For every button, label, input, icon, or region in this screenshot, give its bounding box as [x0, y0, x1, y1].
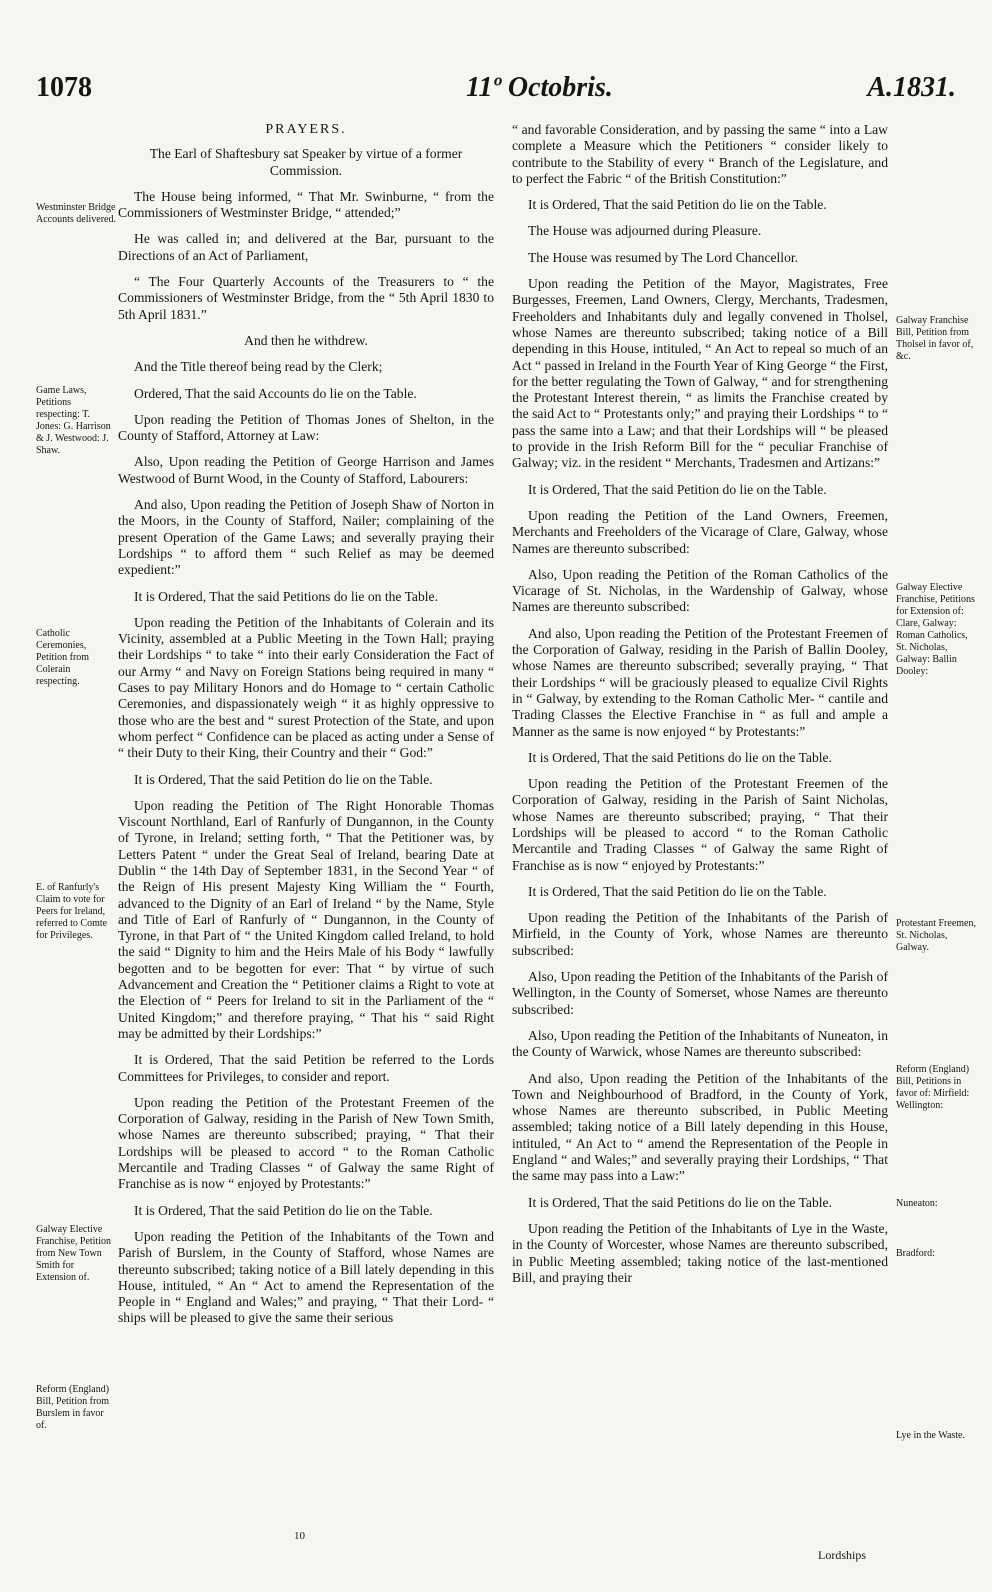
paragraph: The House was resumed by The Lord Chancellor. — [528, 249, 799, 265]
paragraph: And also, Upon reading the Petition of Joseph Shaw of Norton in the Moors, in the County of Stafford, Nailer; complaining of the present Operation of the Game Laws; and severally praying their Lordships “ to afford them “ such Relief as may be deemed expedient:” — [118, 497, 494, 578]
margin-note: Lye in the Waste. — [896, 1430, 965, 1441]
signature-mark: 10 — [294, 1530, 305, 1542]
catchword: Lordships — [818, 1548, 866, 1562]
paragraph: Upon reading the Petition of the Inhabitants of Colerain and its Vicinity, assembled at a Public Meeting in the Town Hall; praying their Lordships “ to take “ into their early Consideration the Fact of our Army “ and Navy on Foreign Stations being required in many “ Cases to pay Military Honors and do Homage to “ certain Catholic Ceremonies, and dispassionately weigh “ it as highly oppressive to those who are the best and “ surest Protection of the State, and upon whom perfect “ Confidence can be placed as acting under a Sense of “ their Duty to their King, their Country and their “ God:” — [118, 614, 494, 761]
paragraph: Upon reading the Petition of The Right Honorable Thomas Viscount Northland, Earl of Ranfurly of Dungannon, in the County of Tyrone, in Ireland; setting forth, “ That the Petitioner was, by Letters Patent “ under the Great Seal of Ireland, bearing Date at Dublin “ the 14th Day of September 1831, in the Second Year “ of the Reign of His present Majesty King William the “ Fourth, advanced to the Dignity of an Earl of Ireland “ by the Name, Style and Title of Earl of Ranfurly of “ Dungannon, in the County of Tyrone, in that Part of “ the United Kingdom called Ireland, to hold the said “ Dignity to him and the Heirs Male of his Body “ lawfully begotten and to be begotten for ever: That “ by virtue of such Advancement and Creation the “ Petitioner claims a Right to vote at the Election of “ Peers for Ireland to sit in the Parliament of the “ United Kingdom;” and therefore praying, “ That his “ said Right may be admitted by their Lordships:” — [118, 797, 494, 1041]
paragraph: And then he withdrew. — [244, 332, 368, 348]
paragraph: And also, Upon reading the Petition of the Protestant Freemen of the Corporation of Galway, residing in the Parish of Ballin Dooley, whose Names are thereunto subscribed; severally praying, “ That their Lordships “ will be graciously pleased to equalize Civil Rights in “ Galway, by extending to the Roman Catholic Mer- “ cantile and Trading Classes the Elective Franchise in “ as full and ample a Manner as the same is now enjoyed “ by Protestants:” — [512, 625, 888, 739]
page-year: A.1831. — [867, 72, 956, 103]
margin-note: Reform (England) Bill, Petitions in favor of: Mirfield: Wellington: — [896, 1064, 970, 1111]
page-date: 11º Octobris. — [466, 72, 613, 103]
paragraph: The Earl of Shaftesbury sat Speaker by virtue of a former Commission. — [149, 146, 463, 178]
paragraph: It is Ordered, That the said Petition do lie on the Table. — [528, 481, 827, 497]
paragraph: It is Ordered, That the said Petition do lie on the Table. — [528, 197, 827, 213]
paragraph: He was called in; and delivered at the Bar, pursuant to the Directions of an Act of Parliament, — [118, 231, 494, 263]
margin-note: Westminster Bridge Accounts delivered. — [36, 202, 116, 225]
page-header — [36, 72, 956, 112]
paragraph: It is Ordered, That the said Petitions do lie on the Table. — [134, 588, 438, 604]
margin-note: Protestant Freemen, St. Nicholas, Galway. — [896, 918, 976, 953]
margin-note: Galway Elective Franchise, Petition from New Town Smith for Extension of. — [36, 1224, 111, 1283]
paragraph: It is Ordered, That the said Petitions do lie on the Table. — [528, 749, 832, 765]
paragraph: Upon reading the Petition of the Inhabitants of Lye in the Waste, in the County of Worcester, whose Names are thereunto subscribed, in Public Meeting assembled; taking notice of the last-mentioned Bill, and praying their — [512, 1220, 888, 1285]
paragraph: Upon reading the Petition of Thomas Jones of Shelton, in the County of Stafford, Attorney at Law: — [118, 411, 494, 444]
margin-note: Catholic Ceremonies, Petition from Colerain respecting. — [36, 628, 90, 687]
paragraph: Upon reading the Petition of the Inhabitants of the Parish of Mirfield, in the County of York, whose Names are thereunto subscribed: — [512, 910, 888, 958]
paragraph: “ and favorable Consideration, and by passing the same “ into a Law complete a Measure which the Petitioners “ consider likely to contribute to the Stability of every “ Branch of the Legislature, and to perfect the Fabric “ of the British Constitution:” — [512, 122, 888, 186]
margin-note: Reform (England) Bill, Petition from Burslem in favor of. — [36, 1384, 110, 1431]
paragraph: It is Ordered, That the said Petitions do lie on the Table. — [528, 1194, 832, 1210]
margin-note: Galway Franchise Bill, Petition from Tholsel in favor of, &c. — [896, 315, 974, 362]
paragraph: It is Ordered, That the said Petition do lie on the Table. — [134, 771, 433, 787]
paragraph: The House was adjourned during Pleasure. — [528, 223, 762, 239]
paragraph: It is Ordered, That the said Petition do lie on the Table. — [134, 1202, 433, 1218]
paragraph: It is Ordered, That the said Petition do lie on the Table. — [528, 883, 827, 899]
paragraph: Also, Upon reading the Petition of the Inhabitants of Nuneaton, in the County of Warwick, whose Names are thereunto subscribed: — [512, 1027, 888, 1060]
margin-note: E. of Ranfurly's Claim to vote for Peers for Ireland, referred to Comte for Privileges. — [36, 882, 108, 941]
section-heading: PRAYERS. — [265, 122, 347, 137]
left-column — [118, 122, 494, 1337]
paragraph: Upon reading the Petition of the Land Owners, Freemen, Merchants and Freeholders of the Vicarage of Clare, Galway, whose Names are thereunto subscribed: — [512, 507, 888, 556]
paragraph: Upon reading the Petition of the Protestant Freemen of the Corporation of Galway, residing in the Parish of Saint Nicholas, whose Names are thereunto subscribed; praying, “ That their Lordships will be pleased to accord “ to the Roman Catholic Mercantile and Trading Classes “ of Galway the same Right of Franchise as is now “ enjoyed by Protestants:” — [512, 776, 888, 873]
paragraph: The House being informed, “ That Mr. Swinburne, “ from the Commissioners of Westminster Bridge, “ attended;” — [118, 188, 494, 221]
paragraph: It is Ordered, That the said Petition be referred to the Lords Committees for Privileges, to consider and report. — [118, 1052, 494, 1084]
paragraph: And the Title thereof being read by the Clerk; — [134, 359, 383, 375]
paragraph: Ordered, That the said Accounts do lie on the Table. — [134, 385, 417, 401]
paragraph: Also, Upon reading the Petition of the Roman Catholics of the Vicarage of St. Nicholas, in the Wardenship of Galway, whose Names are thereunto subscribed: — [512, 566, 888, 615]
right-column — [512, 122, 888, 1296]
margin-note: Galway Elective Franchise, Petitions for Extension of: Clare, Galway: Roman Catholics, St. Nicholas, Galway: Ballin Dooley: — [896, 582, 975, 677]
paragraph: Upon reading the Petition of the Inhabitants of the Town and Parish of Burslem, in the County of Stafford, whose Names are thereunto subscribed; taking notice of a Bill lately depending in this House, intituled, “ An “ Act to amend the Representation of the People in “ England and Wales;” and praying, “ That their Lord- “ ships will be pleased to give the same their serious — [118, 1228, 494, 1326]
paragraph: “ The Four Quarterly Accounts of the Treasurers to “ the Commissioners of Westminster Bridge, from the “ 5th April 1830 to 5th April 1831.” — [118, 274, 494, 322]
margin-note: Bradford: — [896, 1248, 935, 1259]
margin-note: Game Laws, Petitions respecting: T. Jones: G. Harrison & J. Westwood: J. Shaw. — [36, 385, 111, 456]
paragraph: Also, Upon reading the Petition of George Harrison and James Westwood of Burnt Wood, in the County of Stafford, Labourers: — [118, 454, 494, 486]
paragraph: Also, Upon reading the Petition of the Inhabitants of the Parish of Wellington, in the County of Somerset, whose Names are thereunto subscribed: — [512, 969, 888, 1017]
paragraph: And also, Upon reading the Petition of the Inhabitants of the Town and Neighbourhood of Bradford, in the County of York, whose Names are thereunto subscribed, in Public Meeting assembled; taking notice of a Bill lately depending in this House, intituled, “ An Act to “ amend the Representation of the People in England “ and Wales;” and severally praying their Lordships, “ That the same may pass into a Law:” — [512, 1070, 888, 1184]
paragraph: Upon reading the Petition of the Protestant Freemen of the Corporation of Galway, residing in the Parish of New Town Smith, whose Names are thereunto subscribed; praying, “ That their Lordships will be pleased to accord “ to the Roman Catholic Mercantile and Trading Classes “ of Galway the same Right of Franchise as is now “ enjoyed by Protestants:” — [118, 1094, 494, 1192]
margin-note: Nuneaton: — [896, 1198, 938, 1209]
paragraph: Upon reading the Petition of the Mayor, Magistrates, Free Burgesses, Freemen, Land Owners, Clergy, Merchants, Tradesmen, Freeholders and Inhabitants duly and legally convened in Tholsel, whose Names are thereunto subscribed; taking notice of a Bill depending in this House, intituled, “ An Act to repeal so much of an Act “ passed in Ireland in the Fourth Year of King George “ the First, for the better regulating the Town of Galway, “ and for strengthening the Protestant Interest therein, “ as limits the Franchise created by the said Act to “ Protestants only;” and praying their Lordships “ to “ pass the same into a Law; and that their Lordships will “ be pleased to provide in the Irish Reform Bill for the “ peculiar Franchise of Galway; viz. in the resident “ Merchants, Tradesmen and Artizans:” — [512, 276, 888, 471]
page-number: 1078 — [36, 72, 92, 103]
